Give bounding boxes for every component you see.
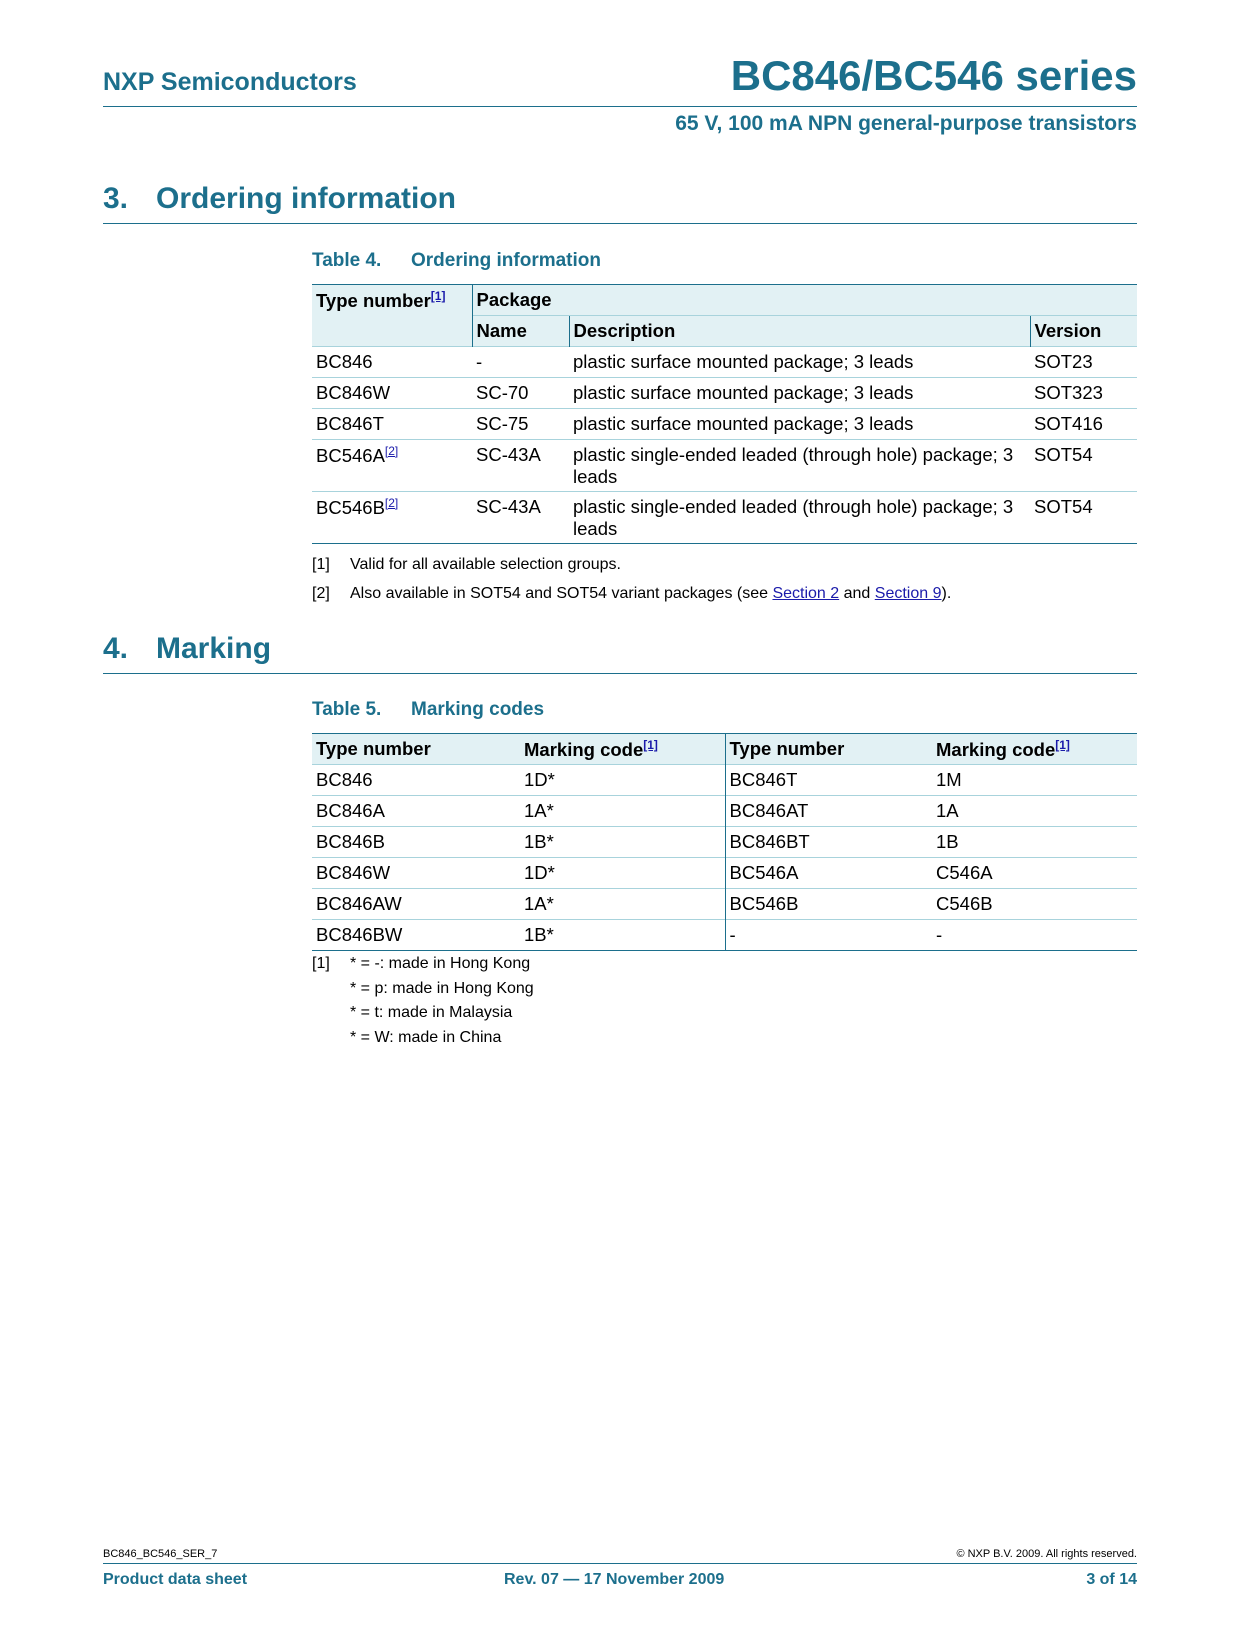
cell-code: 1B* (520, 827, 725, 858)
cell-code: 1A (932, 796, 1137, 827)
footer-document-id: BC846_BC546_SER_7 (103, 1548, 218, 1560)
cell-code: - (932, 920, 1137, 951)
cell-type: BC546B[2] (312, 492, 472, 544)
header-type-number: Type number[1] (312, 285, 472, 347)
table-label: Table 4. (312, 250, 382, 271)
table-4-caption (312, 250, 601, 272)
table-row (312, 378, 1137, 409)
cell-code: C546B (932, 889, 1137, 920)
section-2-link[interactable]: Section 2 (772, 585, 840, 602)
cell-code: 1D* (520, 765, 725, 796)
table-row (312, 409, 1137, 440)
header-type-number: Type number (725, 734, 932, 765)
cell-code: C546A (932, 858, 1137, 889)
cell-code: 1B* (520, 920, 725, 951)
cell-type: BC846W (312, 378, 472, 409)
footnote-ref-link[interactable]: [2] (384, 444, 399, 458)
header-marking-code: Marking code[1] (932, 734, 1137, 765)
note-text: Valid for all available selection groups. (350, 556, 621, 573)
footer-divider (103, 1563, 1137, 1564)
cell-description: plastic surface mounted package; 3 leads (569, 347, 1030, 378)
table-row (312, 889, 1137, 920)
cell-type: BC846B (312, 827, 520, 858)
footnote-ref-link[interactable]: [1] (1055, 738, 1070, 752)
cell-type: BC846BW (312, 920, 520, 951)
header-type-number: Type number (312, 734, 520, 765)
marking-codes-table (312, 733, 1137, 951)
header-version: Version (1030, 316, 1137, 347)
footer-copyright: © NXP B.V. 2009. All rights reserved. (956, 1548, 1137, 1560)
cell-description: plastic single-ended leaded (through hole) package; 3 leads (569, 492, 1030, 544)
table-row (312, 920, 1137, 951)
section-3-heading (103, 178, 1137, 224)
cell-type: - (725, 920, 932, 951)
note-ref: [1] (312, 556, 330, 573)
cell-type: BC546A (725, 858, 932, 889)
cell-name: SC-70 (472, 378, 569, 409)
note-ref: [2] (312, 585, 330, 602)
cell-version: SOT416 (1030, 409, 1137, 440)
note-ref: [1] (312, 955, 330, 972)
cell-type: BC846AT (725, 796, 932, 827)
table-title: Marking codes (411, 699, 545, 720)
note-line: * = -: made in Hong Kong (350, 955, 531, 972)
cell-type: BC546A[2] (312, 440, 472, 492)
cell-code: 1A* (520, 889, 725, 920)
cell-type: BC546B (725, 889, 932, 920)
cell-description: plastic surface mounted package; 3 leads (569, 378, 1030, 409)
table-row (312, 858, 1137, 889)
section-title: Ordering information (156, 182, 456, 215)
section-number: 3. (103, 182, 129, 215)
cell-description: plastic single-ended leaded (through hole) package; 3 leads (569, 440, 1030, 492)
footnote-ref-link[interactable]: [2] (384, 496, 399, 510)
cell-type: BC846BT (725, 827, 932, 858)
cell-type: BC846AW (312, 889, 520, 920)
table-header-row (312, 734, 1137, 765)
section-4-heading (103, 628, 1137, 674)
note-line: * = p: made in Hong Kong (350, 980, 534, 997)
cell-code: 1D* (520, 858, 725, 889)
table-row (312, 796, 1137, 827)
document-title: BC846/BC546 series (730, 52, 1137, 99)
note-line: * = t: made in Malaysia (350, 1004, 513, 1021)
section-9-link[interactable]: Section 9 (874, 585, 942, 602)
footer-revision: Rev. 07 — 17 November 2009 (504, 1571, 725, 1588)
table-row (312, 440, 1137, 492)
note-line: * = W: made in China (350, 1029, 502, 1046)
footer-document-type: Product data sheet (103, 1571, 248, 1588)
cell-version: SOT23 (1030, 347, 1137, 378)
cell-type: BC846 (312, 765, 520, 796)
cell-type: BC846T (725, 765, 932, 796)
cell-version: SOT54 (1030, 492, 1137, 544)
cell-name: - (472, 347, 569, 378)
header-package: Package (472, 285, 1137, 316)
footnote-ref-link[interactable]: [1] (643, 738, 658, 752)
header-description: Description (569, 316, 1030, 347)
cell-type: BC846W (312, 858, 520, 889)
cell-code: 1A* (520, 796, 725, 827)
table-row (312, 492, 1137, 544)
table-row (312, 765, 1137, 796)
section-title: Marking (156, 632, 272, 665)
ordering-information-table (312, 284, 1137, 544)
cell-type: BC846A (312, 796, 520, 827)
cell-version: SOT323 (1030, 378, 1137, 409)
table-header-row (312, 285, 1137, 316)
cell-code: 1B (932, 827, 1137, 858)
cell-code: 1M (932, 765, 1137, 796)
cell-description: plastic surface mounted package; 3 leads (569, 409, 1030, 440)
cell-type: BC846 (312, 347, 472, 378)
footnote-ref-link[interactable]: [1] (430, 289, 446, 303)
footer-page-number: 3 of 14 (1086, 1571, 1137, 1588)
header-divider (103, 106, 1137, 107)
cell-type: BC846T (312, 409, 472, 440)
document-subtitle: 65 V, 100 mA NPN general-purpose transistors (675, 112, 1137, 135)
cell-name: SC-75 (472, 409, 569, 440)
table-row (312, 827, 1137, 858)
company-name: NXP Semiconductors (103, 68, 357, 96)
cell-name: SC-43A (472, 492, 569, 544)
cell-version: SOT54 (1030, 440, 1137, 492)
section-number: 4. (103, 632, 129, 665)
table-row (312, 347, 1137, 378)
table-title: Ordering information (411, 250, 601, 271)
cell-name: SC-43A (472, 440, 569, 492)
header-marking-code: Marking code[1] (520, 734, 725, 765)
table-5-caption (312, 699, 545, 721)
table-label: Table 5. (312, 699, 382, 720)
note-text: Also available in SOT54 and SOT54 variant packages (see Section 2 and Section 9). (350, 585, 952, 602)
header-name: Name (472, 316, 569, 347)
